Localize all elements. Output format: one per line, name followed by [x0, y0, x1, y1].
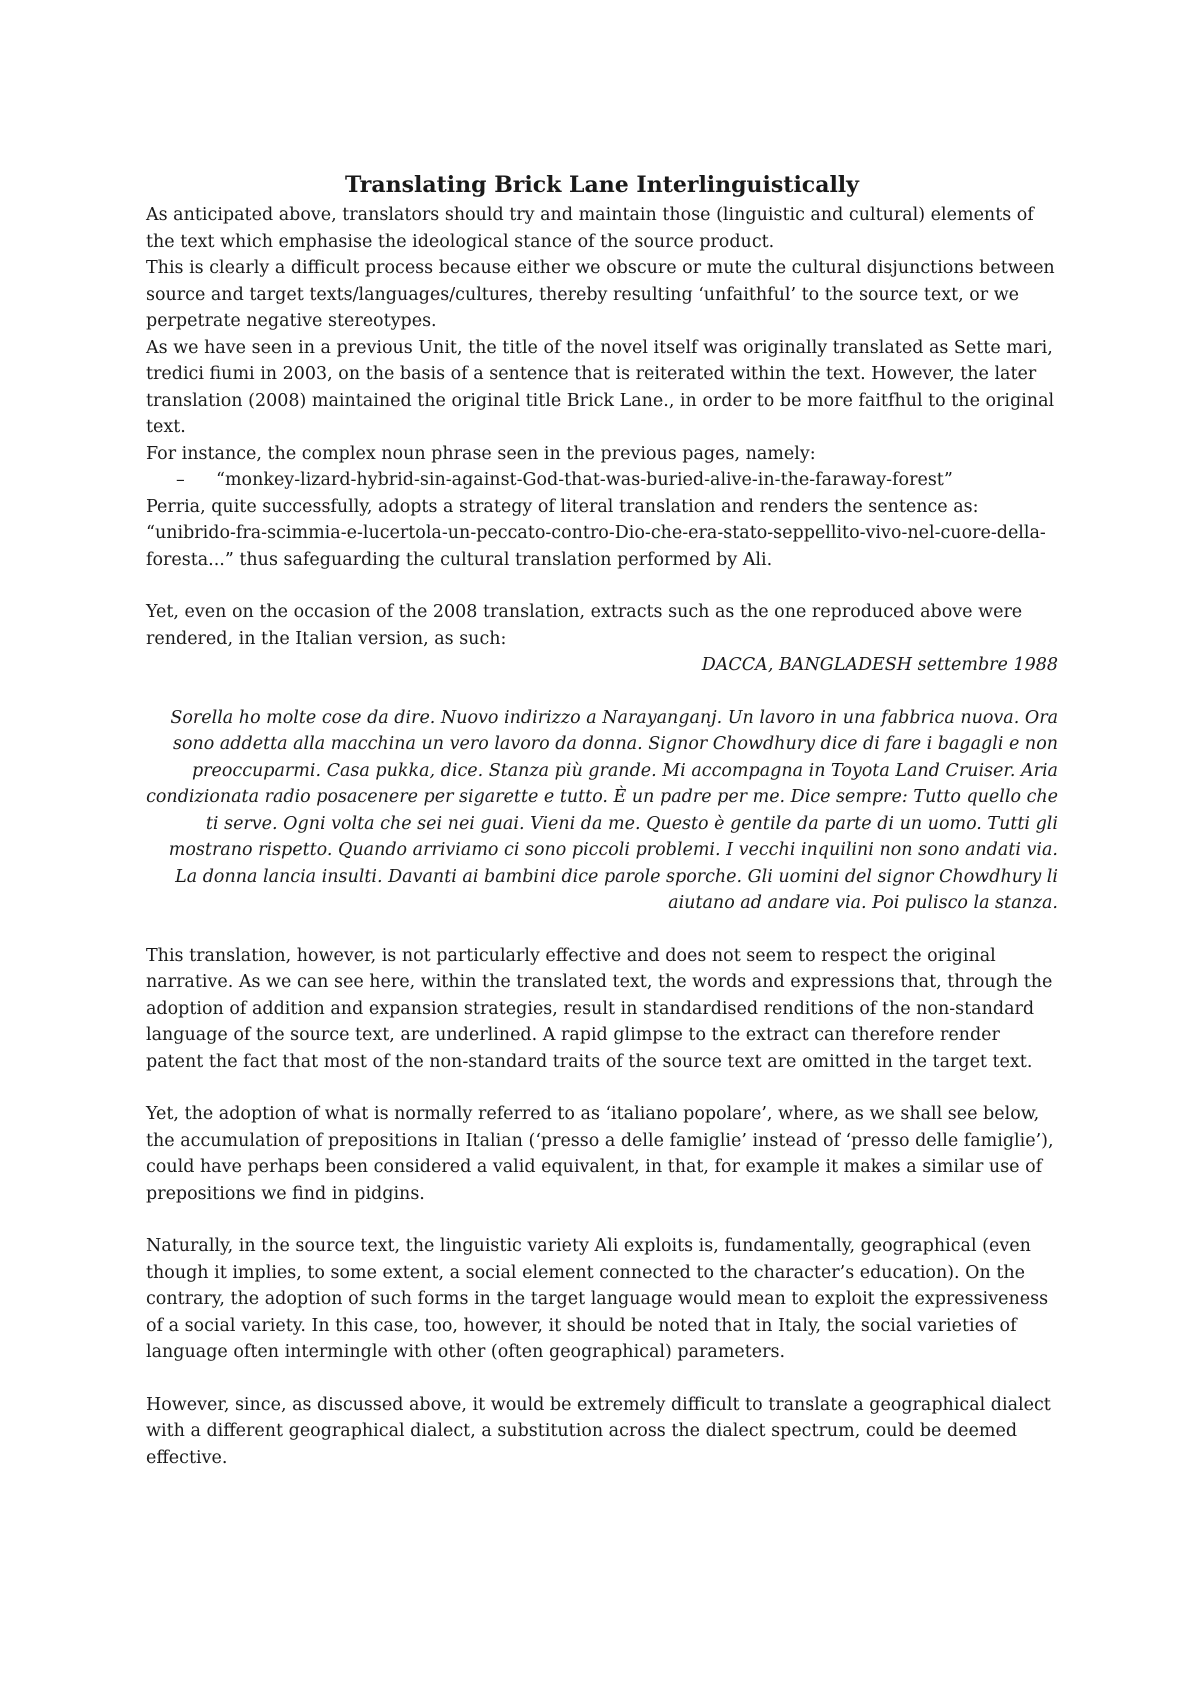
paragraph-3: As we have seen in a previous Unit, the title of the novel itself was originally translated as Sette mari, tredici fiumi in 2003, on the basis of a sentence that is reiterated within the text. However, the later translation (2008) maintained the original title Brick Lane., in order to be more faitfhul to the original text. [146, 337, 1055, 437]
paragraph-8: Yet, the adoption of what is normally referred to as ‘italiano popolare’, where, as we shall see below, the accumulation of prepositions in Italian (‘presso a delle famiglie’ instead of ‘presso delle famiglie’), could have perhaps been considered a valid equivalent, in that, for example it makes a similar use of prepositions we find in pidgins. [146, 1104, 1054, 1204]
paragraph-5: Perria, quite successfully, adopts a strategy of literal translation and renders the sentence as: “unibrido-fra-scimmia-e-lucertola-un-peccato-contro-Dio-che-era-stato-seppellito-vivo-nel-cuore-della-foresta...” thus safeguarding the cultural translation performed by Ali. [146, 496, 1046, 570]
paragraph-4: For instance, the complex noun phrase seen in the previous pages, namely: [146, 443, 816, 464]
bullet-text: “monkey-lizard-hybrid-sin-against-God-that-was-buried-alive-in-the-faraway-forest” [216, 470, 953, 490]
document-page [146, 170, 1058, 1471]
page-title: Translating Brick Lane Interlinguistically [345, 172, 859, 198]
paragraph-9: Naturally, in the source text, the linguistic variety Ali exploits is, fundamentally, geographical (even though it implies, to some extent, a social element connected to the character’s education). On the contrary, the adoption of such forms in the target language would mean to exploit the expressiveness of a social variety. In this case, too, however, it should be noted that in Italy, the social varieties of language often intermingle with other (often geographical) parameters. [146, 1236, 1049, 1362]
bullet-item [146, 467, 1058, 494]
bullet-dash: – [176, 470, 185, 490]
italian-extract: Sorella ho molte cose da dire. Nuovo indirizzo a Narayanganj. Un lavoro in una fabbrica nuova. Ora sono addetta alla macchina un vero lavoro da donna. Signor Chowdhury dice di fare i bagagli e non preoccuparmi. Casa pukka, dice. Stanza più grande. Mi accompagna in Toyota Land Cruiser. Aria condizionata radio posacenere per sigarette e tutto. È un padre per me. Dice sempre: Tutto quello che ti serve. Ogni volta che sei nei guai. Vieni da me. Questo è gentile da parte di un uomo. Tutti gli mostrano rispetto. Quando arriviamo ci sono piccoli problemi. I vecchi inquilini non sono andati via. La donna lancia insulti. Davanti ai bambini dice parole sporche. Gli uomini del signor Chowdhury li aiutano ad andare via. Poi pulisco la stanza. [146, 707, 1058, 913]
dateline: DACCA, BANGLADESH settembre 1988 [701, 655, 1058, 675]
paragraph-2: This is clearly a difficult process because either we obscure or mute the cultural disjunctions between source and target texts/languages/cultures, thereby resulting ‘unfaithful’ to the source text, or we perpetrate negative stereotypes. [146, 258, 1055, 331]
paragraph-1: As anticipated above, translators should try and maintain those (linguistic and cultural) elements of the text which emphasise the ideological stance of the source product. [146, 205, 1034, 252]
paragraph-7: This translation, however, is not particularly effective and does not seem to respect the original narrative. As we can see here, within the translated text, the words and expressions that, through the adoption of addition and expansion strategies, result in standardised renditions of the non-standard language of the source text, are underlined. A rapid glimpse to the extract can therefore render patent the fact that most of the non-standard traits of the source text are omitted in the target text. [146, 945, 1053, 1072]
paragraph-6: Yet, even on the occasion of the 2008 translation, extracts such as the one reproduced above were rendered, in the Italian version, as such: [146, 602, 1023, 649]
paragraph-10: However, since, as discussed above, it would be extremely difficult to translate a geographical dialect with a different geographical dialect, a substitution across the dialect spectrum, could be deemed effective. [146, 1394, 1051, 1468]
